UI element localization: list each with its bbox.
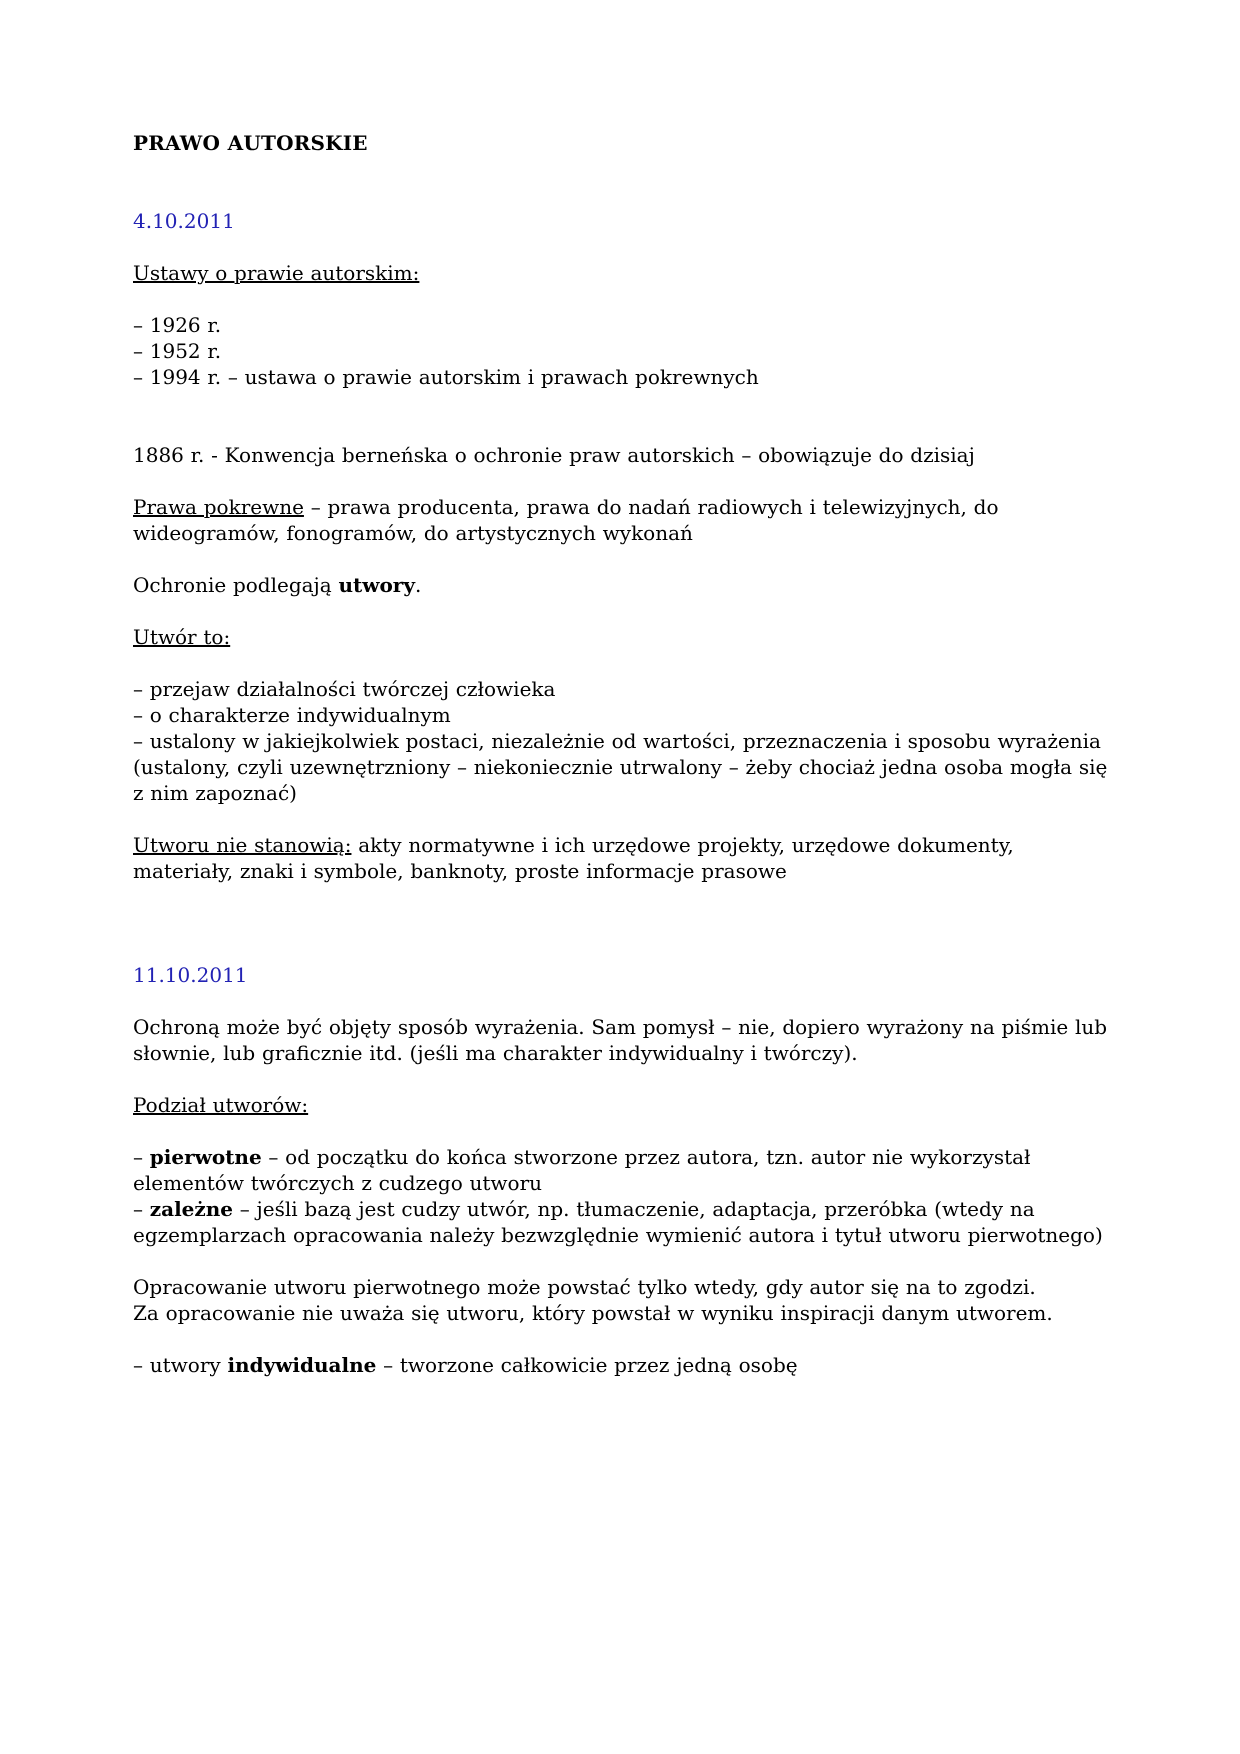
paragraph xyxy=(133,260,1108,286)
paragraph xyxy=(133,1352,1108,1378)
blank-line xyxy=(133,650,1108,676)
paragraph xyxy=(133,572,1108,598)
text-run: utwory xyxy=(338,573,415,597)
blank-line xyxy=(133,286,1108,312)
text-run: – utwory xyxy=(133,1353,228,1377)
text-run: (ustalony, czyli uzewnętrzniony – niekoniecznie utrwalony – żeby chociaż jedna osoba mogła się z nim zapoznać) xyxy=(133,755,1108,805)
text-run: zależne xyxy=(149,1197,234,1221)
paragraph xyxy=(133,1014,1108,1066)
text-run: – xyxy=(133,1197,150,1221)
paragraph xyxy=(133,676,1108,702)
document-content xyxy=(133,130,1108,1378)
text-run: – tworzone całkowicie przez jedną osobę xyxy=(376,1353,798,1377)
text-run: Opracowanie utworu pierwotnego może powstać tylko wtedy, gdy autor się na to zgodzi. xyxy=(133,1275,1036,1299)
paragraph xyxy=(133,364,1108,390)
blank-line xyxy=(133,182,1108,208)
page-title xyxy=(133,130,1108,156)
paragraph xyxy=(133,312,1108,338)
text-run: PRAWO AUTORSKIE xyxy=(133,131,368,155)
text-run: Ustawy o prawie autorskim: xyxy=(133,261,420,285)
paragraph xyxy=(133,1300,1108,1326)
blank-line xyxy=(133,910,1108,936)
paragraph xyxy=(133,702,1108,728)
blank-line xyxy=(133,1326,1108,1352)
paragraph xyxy=(133,442,1108,468)
blank-line xyxy=(133,936,1108,962)
blank-line xyxy=(133,988,1108,1014)
text-run: Ochroną może być objęty sposób wyrażenia. Sam pomysł – nie, dopiero wyrażony na piśmie lub słownie, lub graficznie itd. (jeśli ma charakter indywidualny i twórczy). xyxy=(133,1015,1108,1065)
text-run: Za opracowanie nie uważa się utworu, który powstał w wyniku inspiracji danym utworem. xyxy=(133,1301,1053,1325)
blank-line xyxy=(133,416,1108,442)
text-run: 11.10.2011 xyxy=(133,963,248,987)
blank-line xyxy=(133,884,1108,910)
blank-line xyxy=(133,546,1108,572)
text-run: . xyxy=(414,573,422,597)
date-heading xyxy=(133,962,1108,988)
blank-line xyxy=(133,806,1108,832)
blank-line xyxy=(133,390,1108,416)
text-run: – ustalony w jakiejkolwiek postaci, niezależnie od wartości, przeznaczenia i sposobu wyrażenia xyxy=(133,729,1101,753)
paragraph xyxy=(133,624,1108,650)
blank-line xyxy=(133,1248,1108,1274)
text-run: – prawa producenta, prawa do nadań radiowych i telewizyjnych, do wideogramów, fonogramów, do artystycznych wykonań xyxy=(133,495,999,545)
paragraph xyxy=(133,338,1108,364)
paragraph xyxy=(133,1274,1108,1300)
paragraph xyxy=(133,1092,1108,1118)
text-run: Utwór to: xyxy=(133,625,231,649)
text-run: indywidualne xyxy=(227,1353,377,1377)
text-run: – 1926 r. xyxy=(133,313,222,337)
text-run: Ochronie podlegają xyxy=(133,573,339,597)
text-run: – 1952 r. xyxy=(133,339,222,363)
text-run: Utworu nie stanowią: xyxy=(133,833,352,857)
text-run: 1886 r. - Konwencja berneńska o ochronie praw autorskich – obowiązuje do dzisiaj xyxy=(133,443,975,467)
text-run: akty normatywne i ich urzędowe projekty, urzędowe dokumenty, materiały, znaki i symbole, banknoty, proste informacje prasowe xyxy=(133,833,1014,883)
paragraph xyxy=(133,1196,1108,1248)
blank-line xyxy=(133,1066,1108,1092)
text-run: – przejaw działalności twórczej człowieka xyxy=(133,677,556,701)
paragraph xyxy=(133,832,1108,884)
text-run: – 1994 r. – ustawa o prawie autorskim i prawach pokrewnych xyxy=(133,365,759,389)
blank-line xyxy=(133,156,1108,182)
text-run: – jeśli bazą jest cudzy utwór, np. tłumaczenie, adaptacja, przeróbka (wtedy na egzemplarzach opracowania należy bezwzględnie wymienić autora i tytuł utworu pierwotnego) xyxy=(133,1197,1103,1247)
paragraph xyxy=(133,754,1108,806)
date-heading xyxy=(133,208,1108,234)
text-run: Prawa pokrewne xyxy=(133,495,304,519)
paragraph xyxy=(133,494,1108,546)
text-run: – od początku do końca stworzone przez autora, tzn. autor nie wykorzystał elementów twórczych z cudzego utworu xyxy=(133,1145,1031,1195)
text-run: 4.10.2011 xyxy=(133,209,235,233)
text-run: – xyxy=(133,1145,150,1169)
blank-line xyxy=(133,1118,1108,1144)
paragraph xyxy=(133,1144,1108,1196)
text-run: Podział utworów: xyxy=(133,1093,309,1117)
text-run: – o charakterze indywidualnym xyxy=(133,703,451,727)
text-run: pierwotne xyxy=(149,1145,262,1169)
blank-line xyxy=(133,468,1108,494)
blank-line xyxy=(133,598,1108,624)
paragraph xyxy=(133,728,1108,754)
blank-line xyxy=(133,234,1108,260)
